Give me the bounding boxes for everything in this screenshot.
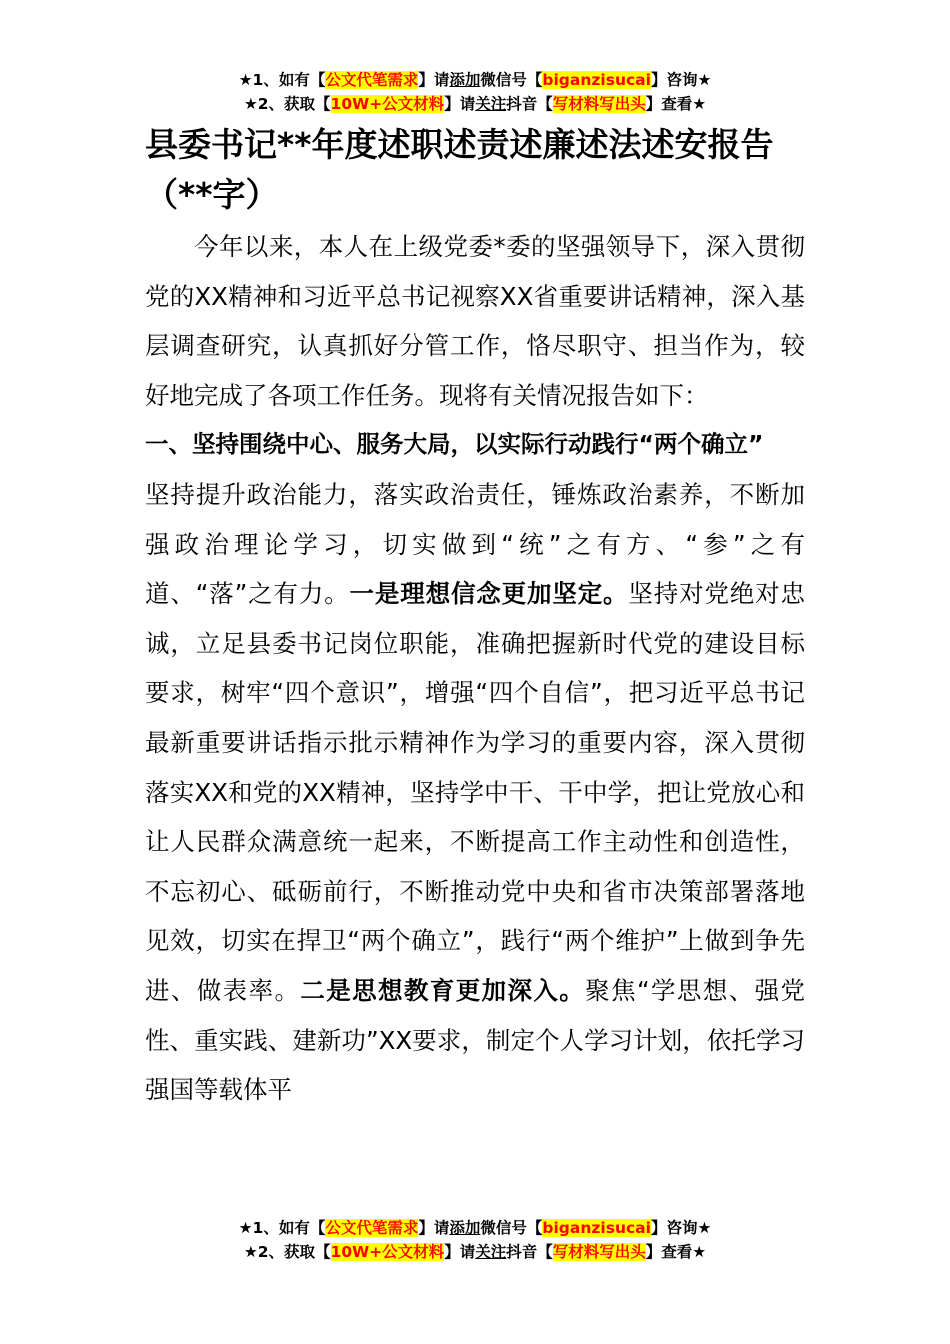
document-title: 县委书记**年度述职述责述廉述法述安报告（**字） (145, 125, 774, 214)
point-1-heading: 一是理想信念更加坚定。 (349, 579, 629, 609)
intro-paragraph: 今年以来，本人在上级党委*委的坚强领导下，深入贯彻党的XX精神和习近平总书记视察XX省重要讲话精神，深入基层调查研究，认真抓好分管工作，恪尽职守、担当作为，较好地完成了各项工作任务。现将有关情况报告如下： (145, 232, 805, 410)
banner-line-2: ★2、获取【10W+公文材料】请关注抖音【写材料写出头】查看★ (243, 95, 707, 113)
header-banner (0, 68, 950, 116)
footer-line-2: ★2、获取【10W+公文材料】请关注抖音【写材料写出头】查看★ (243, 1243, 707, 1261)
footer-banner (0, 1216, 950, 1264)
section-1-paragraph: 坚持提升政治能力，落实政治责任，锤炼政治素养，不断加强政治理论学习，切实做到“统”之有方、“参”之有道、“落”之有力。一是理想信念更加坚定。坚持对党绝对忠诚，立足县委书记岗位职能，准确把握新时代党的建设目标要求，树牢“四个意识”，增强“四个自信”，把习近平总书记最新重要讲话指示批示精神作为学习的重要内容，深入贯彻落实XX和党的XX精神，坚持学中干、干中学，把让党放心和让人民群众满意统一起来，不断提高工作主动性和创造性，不忘初心、砥砺前行，不断推动党中央和省市决策部署落地见效，切实在捍卫“两个确立”，践行“两个维护”上做到争先进、做表率。二是思想教育更加深入。聚焦“学思想、强党性、重实践、建新功”XX要求，制定个人学习计划，依托学习强国等载体平 (145, 479, 806, 1105)
footer-line-1: ★1、如有【公文代笔需求】请添加微信号【biganzisucai】咨询★ (238, 1219, 712, 1237)
banner-line-1: ★1、如有【公文代笔需求】请添加微信号【biganzisucai】咨询★ (238, 71, 712, 89)
document-body (145, 222, 805, 1115)
section-1-heading: 一、坚持围绕中心、服务大局，以实际行动践行“两个确立” (145, 430, 764, 459)
point-2-heading: 二是思想教育更加深入。 (300, 975, 586, 1005)
